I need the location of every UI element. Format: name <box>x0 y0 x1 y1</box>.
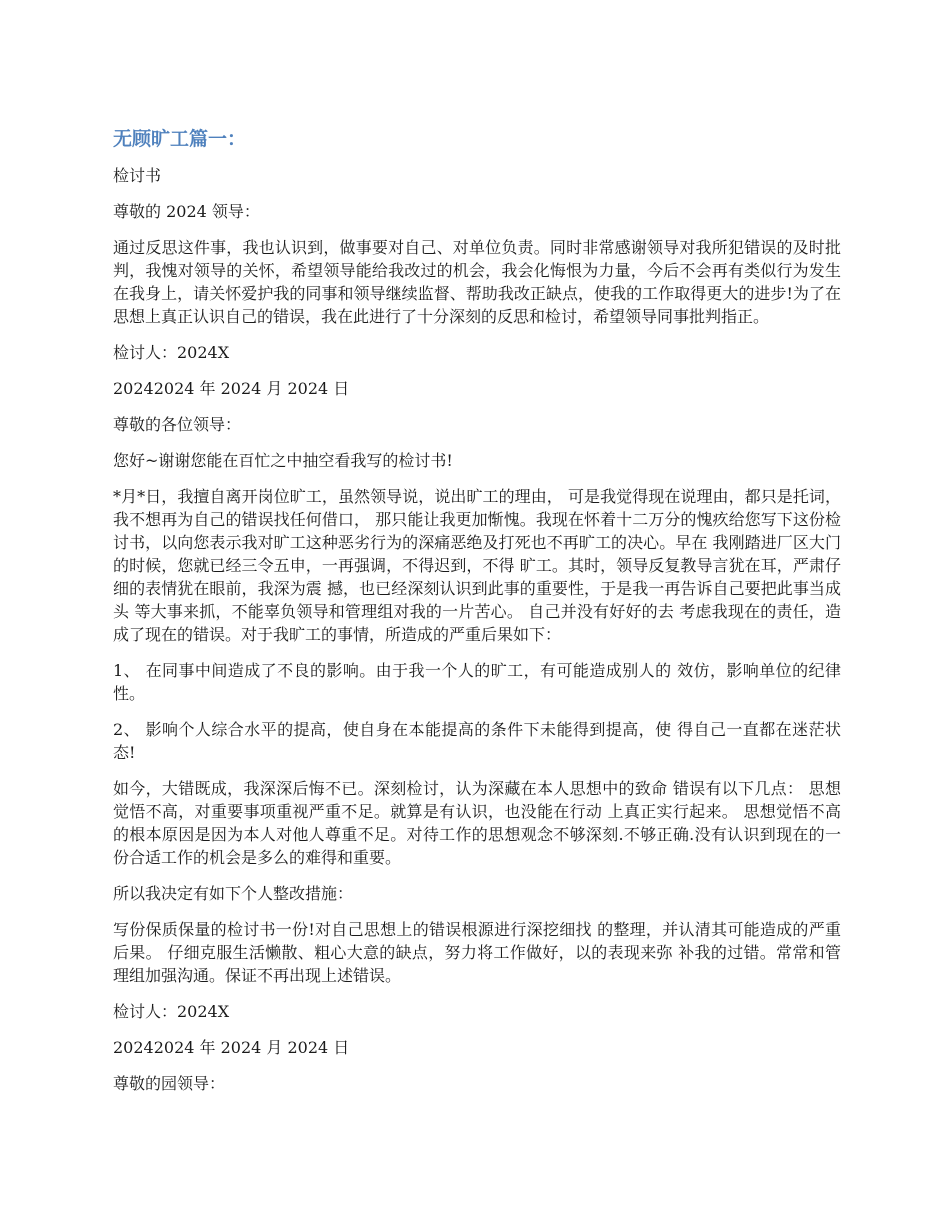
document-heading: 无顾旷工篇一： <box>113 128 247 150</box>
document-page <box>113 124 841 1108</box>
paragraph-measures: 写份保质保量的检讨书一份!对自己思想上的错误根源进行深挖细找 的整理，并认清其可能造成的严重后果。 仔细克服生活懒散、粗心大意的缺点，努力将工作做好，以的表现来弥 补我的过错。常常和管理组加强沟通。保证不再出现上述错误。 <box>113 920 841 985</box>
paragraph-salutation-2: 尊敬的各位领导： <box>113 415 242 434</box>
paragraph-consequence-2: 2、 影响个人综合水平的提高，使自身在本能提高的条件下未能得到提高，使 得自己一直都在迷茫状态! <box>113 720 841 762</box>
paragraph-date-2: 20242024 年 2024 月 2024 日 <box>113 1038 350 1057</box>
paragraph-salutation-3: 尊敬的园领导： <box>113 1074 226 1093</box>
paragraph-incident: *月*日，我擅自离开岗位旷工，虽然领导说，说出旷工的理由， 可是我觉得现在说理由，都只是托词，我不想再为自己的错误找任何借口， 那只能让我更加惭愧。我现在怀着十二万分的愧疚给您写下这份检讨书，以向您表示我对旷工这种恶劣行为的深痛恶绝及打死也不再旷工的决心。早在 我刚踏进厂区大门的时候，您就已经三令五申，一再强调，不得迟到，不得 旷工。其时，领导反复教导言犹在耳，严肃仔细的表情犹在眼前，我深为震 撼，也已经深刻认识到此事的重要性，于是我一再告诉自己要把此事当成头 等大事来抓，不能辜负领导和管理组对我的一片苦心。 自己并没有好好的去 考虑我现在的责任，造成了现在的错误。对于我旷工的事情，所造成的严重后果如下： <box>113 487 841 644</box>
paragraph-measures-intro: 所以我决定有如下个人整改措施： <box>113 884 354 903</box>
paragraph-title: 检讨书 <box>113 166 162 185</box>
paragraph-reflection: 通过反思这件事，我也认识到，做事要对自己、对单位负责。同时非常感谢领导对我所犯错误的及时批判，我愧对领导的关怀，希望领导能给我改过的机会，我会化悔恨为力量，今后不会再有类似行为发生在我身上，请关怀爱护我的同事和领导继续监督、帮助我改正缺点，使我的工作取得更大的进步!为了在思想上真正认识自己的错误，我在此进行了十分深刻的反思和检讨，希望领导同事批判指正。 <box>113 238 841 326</box>
paragraph-consequence-1: 1、 在同事中间造成了不良的影响。由于我一个人的旷工，有可能造成别人的 效仿，影响单位的纪律性。 <box>113 661 841 703</box>
paragraph-self-criticism: 如今，大错既成，我深深后悔不已。深刻检讨，认为深藏在本人思想中的致命 错误有以下几点： 思想觉悟不高，对重要事项重视严重不足。就算是有认识，也没能在行动 上真正实行起来。 思想觉悟不高的根本原因是因为本人对他人尊重不足。对待工作的思想观念不够深刻.不够正确.没有认识到现在的一份合适工作的机会是多么的难得和重要。 <box>113 779 841 867</box>
paragraph-salutation: 尊敬的 2024 领导： <box>113 202 260 221</box>
paragraph-greeting: 您好~谢谢您能在百忙之中抽空看我写的检讨书! <box>113 451 453 470</box>
paragraph-signature-2: 检讨人：2024X <box>113 1002 230 1021</box>
paragraph-date: 20242024 年 2024 月 2024 日 <box>113 379 350 398</box>
paragraph-signature: 检讨人：2024X <box>113 343 230 362</box>
